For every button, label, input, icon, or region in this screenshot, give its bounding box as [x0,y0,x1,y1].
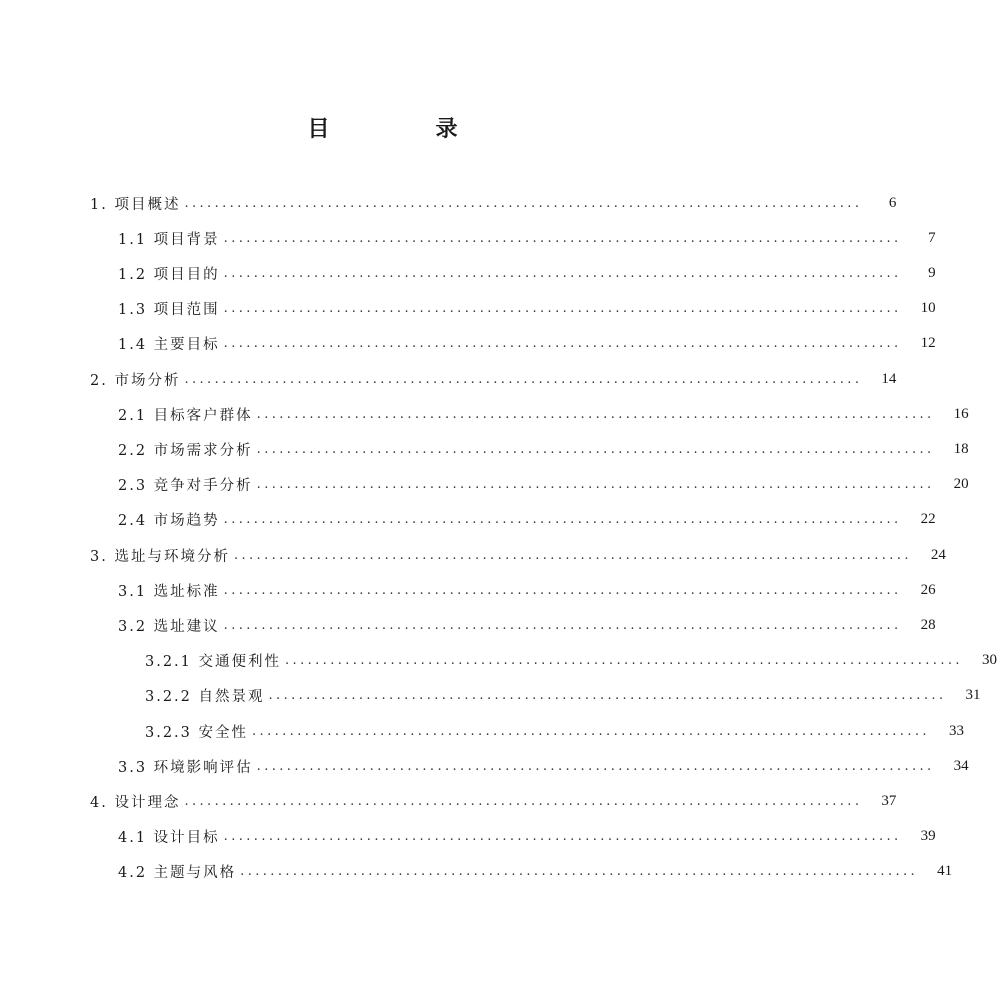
toc-page-number: 34 [953,757,969,774]
toc-dot-leader: .......................................................................................... [223,230,902,246]
toc-dot-leader: .......................................................................................... [240,864,919,880]
toc-entry-title: 1.4 主要目标 [118,337,220,354]
toc-page-number: 20 [953,476,969,493]
toc-entry-title: 4.1 设计目标 [118,830,220,847]
toc-dot-leader: .......................................................................................... [223,617,902,633]
toc-page-number: 12 [920,335,936,352]
toc-entry-title: 1. 项目概述 [90,196,181,213]
toc-dot-leader: .......................................................................................... [256,477,935,493]
toc-entry-title: 2.1 目标客户群体 [118,407,253,424]
toc-dot-leader: .......................................................................................... [223,301,902,317]
toc-page-number: 10 [920,300,936,317]
toc-entry-title: 3.1 选址标准 [118,583,220,600]
toc-page-number: 26 [920,581,936,598]
toc-entry-title: 4.2 主题与风格 [118,865,237,882]
toc-page-number: 22 [920,511,936,528]
toc-page-number: 28 [920,616,936,633]
toc-dot-leader: .......................................................................................... [184,793,863,809]
toc-entry[interactable] [0,258,936,288]
toc-entry-title: 3.2.2 自然景观 [145,689,265,706]
toc-page-number: 7 [928,229,936,246]
toc-page-number: 18 [953,440,969,457]
toc-entry-title: 2.3 竞争对手分析 [118,478,253,495]
toc-entry[interactable] [0,610,936,640]
toc-page-number: 9 [928,264,936,281]
toc-dot-leader: .......................................................................................... [223,512,902,528]
toc-dot-leader: .......................................................................................... [223,265,902,281]
toc-dot-leader: .......................................................................................... [184,195,863,211]
toc-dot-leader: .......................................................................................... [223,582,902,598]
toc-entry[interactable] [0,786,897,816]
toc-dot-leader: .......................................................................................... [223,336,902,352]
toc-dot-leader: .......................................................................................... [285,653,963,669]
toc-entry[interactable] [0,716,964,746]
toc-entry[interactable] [0,470,969,500]
toc-entry[interactable] [0,681,981,711]
toc-dot-leader: .......................................................................................... [233,547,912,563]
toc-page-number: 33 [948,722,964,739]
toc-entry[interactable] [0,329,936,359]
toc-entry-title: 4. 设计理念 [90,794,181,811]
toc-entry-title: 2.4 市场趋势 [118,513,220,530]
toc-page-number: 31 [965,687,981,704]
toc-dot-leader: .......................................................................................... [268,688,947,704]
toc-entry[interactable] [0,364,897,394]
toc-entry[interactable] [0,857,953,887]
toc-entry-title: 3. 选址与环境分析 [90,548,230,565]
toc-dot-leader: .......................................................................................... [252,723,930,739]
toc-dot-leader: .......................................................................................... [184,371,863,387]
toc-entry[interactable] [0,540,946,570]
toc-page-number: 24 [930,546,946,563]
toc-entry[interactable] [0,505,936,535]
toc-dot-leader: .......................................................................................... [256,758,935,774]
toc-entry-title: 2. 市场分析 [90,372,181,389]
toc-entry[interactable] [0,575,936,605]
toc-entry-title: 3.2 选址建议 [118,618,220,635]
toc-entry-title: 2.2 市场需求分析 [118,442,253,459]
toc-entry[interactable] [0,294,936,324]
toc-page-number: 14 [881,370,897,387]
toc-dot-leader: .......................................................................................... [223,829,902,845]
toc-entry-title: 3.2.1 交通便利性 [145,654,282,671]
toc-entry[interactable] [0,646,997,676]
toc-entry[interactable] [0,751,969,781]
toc-entry-title: 1.2 项目目的 [118,266,220,283]
toc-entry[interactable] [0,434,969,464]
toc-entry[interactable] [0,822,936,852]
toc-page-number: 16 [953,405,969,422]
page-title: 目 录 [307,117,500,142]
toc-entry[interactable] [0,223,936,253]
toc-entry-title: 3.2.3 安全性 [145,724,249,741]
toc-page-number: 6 [888,194,897,211]
toc-entry-title: 3.3 环境影响评估 [118,759,253,776]
toc-entry-title: 1.3 项目范围 [118,302,220,319]
toc-page-number: 41 [937,863,953,880]
toc-page-number: 37 [881,792,897,809]
toc-page-number: 39 [920,828,936,845]
toc-dot-leader: .......................................................................................... [256,406,935,422]
toc-page-number: 30 [981,652,997,669]
toc-entry[interactable] [0,399,969,429]
toc-entry-title: 1.1 项目背景 [118,231,220,248]
toc-entry[interactable] [0,188,897,218]
toc-dot-leader: .......................................................................................... [256,441,935,457]
